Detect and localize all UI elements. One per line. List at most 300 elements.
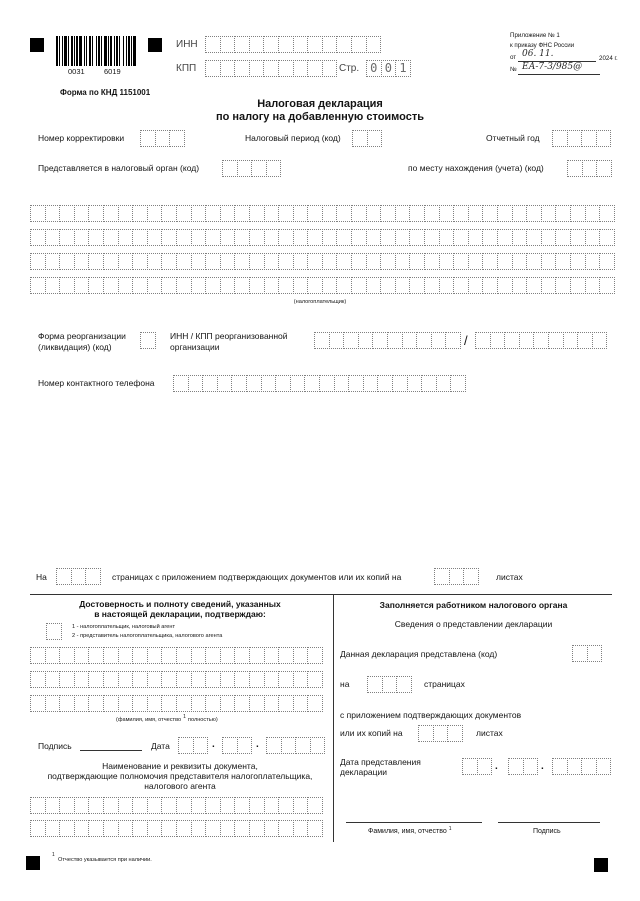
input-cell[interactable] <box>508 758 524 775</box>
input-cell[interactable] <box>88 820 104 837</box>
input-cell[interactable] <box>261 375 277 392</box>
input-cell[interactable] <box>220 695 236 712</box>
input-cell[interactable] <box>205 671 221 688</box>
input-cell[interactable] <box>307 277 323 294</box>
input-cell[interactable] <box>512 253 528 270</box>
input-cell[interactable] <box>59 671 75 688</box>
input-cell[interactable] <box>234 60 250 77</box>
input-cell[interactable] <box>118 229 134 246</box>
input-cell[interactable] <box>251 160 267 177</box>
input-cell[interactable] <box>205 797 221 814</box>
input-cell[interactable] <box>351 253 367 270</box>
input-cell[interactable] <box>482 205 498 222</box>
input-cell[interactable] <box>581 758 597 775</box>
input-cell[interactable] <box>132 820 148 837</box>
input-cell[interactable] <box>30 253 46 270</box>
submission-day-input[interactable] <box>462 758 492 775</box>
input-cell[interactable] <box>176 229 192 246</box>
input-cell[interactable] <box>307 647 323 664</box>
input-cell[interactable] <box>234 695 250 712</box>
input-cell[interactable] <box>293 797 309 814</box>
input-cell[interactable] <box>264 229 280 246</box>
input-cell[interactable] <box>409 205 425 222</box>
input-cell[interactable] <box>567 130 583 147</box>
submission-year-input[interactable] <box>552 758 611 775</box>
input-cell[interactable] <box>249 647 265 664</box>
input-cell[interactable] <box>380 205 396 222</box>
input-cell[interactable] <box>570 253 586 270</box>
input-cell[interactable] <box>307 820 323 837</box>
input-cell[interactable] <box>322 277 338 294</box>
input-cell[interactable] <box>30 671 46 688</box>
input-cell[interactable] <box>176 205 192 222</box>
input-cell[interactable] <box>202 375 218 392</box>
input-cell[interactable] <box>439 229 455 246</box>
input-cell[interactable] <box>46 623 62 640</box>
input-cell[interactable] <box>147 820 163 837</box>
input-cell[interactable] <box>161 820 177 837</box>
input-cell[interactable] <box>533 332 549 349</box>
input-cell[interactable] <box>220 253 236 270</box>
input-cell[interactable] <box>88 277 104 294</box>
input-cell[interactable] <box>372 332 388 349</box>
input-cell[interactable] <box>59 797 75 814</box>
input-cell[interactable] <box>220 229 236 246</box>
input-cell[interactable] <box>351 36 367 53</box>
input-cell[interactable] <box>585 229 601 246</box>
input-cell[interactable] <box>336 205 352 222</box>
input-cell[interactable] <box>363 375 379 392</box>
sheet-count-input[interactable] <box>434 568 479 585</box>
input-cell[interactable] <box>234 229 250 246</box>
input-cell[interactable] <box>599 205 615 222</box>
input-cell[interactable] <box>178 737 194 754</box>
submitted-code-input[interactable] <box>572 645 602 662</box>
input-cell[interactable] <box>497 277 513 294</box>
input-cell[interactable] <box>30 820 46 837</box>
input-cell[interactable] <box>599 253 615 270</box>
input-cell[interactable] <box>191 797 207 814</box>
input-cell[interactable] <box>161 277 177 294</box>
input-cell[interactable] <box>433 725 449 742</box>
input-cell[interactable] <box>278 797 294 814</box>
input-cell[interactable] <box>352 130 368 147</box>
input-cell[interactable] <box>445 332 461 349</box>
input-cell[interactable] <box>293 36 309 53</box>
input-cell[interactable] <box>582 160 598 177</box>
input-cell[interactable] <box>88 253 104 270</box>
input-cell[interactable] <box>249 36 265 53</box>
input-cell[interactable] <box>234 36 250 53</box>
input-cell[interactable] <box>217 375 233 392</box>
input-cell[interactable] <box>424 205 440 222</box>
input-cell[interactable] <box>45 253 61 270</box>
input-cell[interactable] <box>191 647 207 664</box>
input-cell[interactable] <box>570 229 586 246</box>
input-cell[interactable] <box>434 568 450 585</box>
input-cell[interactable] <box>246 375 262 392</box>
input-cell[interactable] <box>74 820 90 837</box>
input-cell[interactable] <box>191 205 207 222</box>
input-cell[interactable] <box>132 695 148 712</box>
input-cell[interactable] <box>482 277 498 294</box>
input-cell[interactable] <box>118 253 134 270</box>
input-cell[interactable] <box>293 820 309 837</box>
input-cell[interactable] <box>351 277 367 294</box>
input-cell[interactable] <box>322 60 338 77</box>
input-cell[interactable] <box>176 277 192 294</box>
input-cell[interactable] <box>541 205 557 222</box>
input-cell[interactable] <box>293 205 309 222</box>
input-cell[interactable] <box>264 797 280 814</box>
input-cell[interactable] <box>358 332 374 349</box>
input-cell[interactable] <box>147 277 163 294</box>
input-cell[interactable] <box>161 229 177 246</box>
input-cell[interactable] <box>74 253 90 270</box>
input-cell[interactable] <box>512 277 528 294</box>
input-cell[interactable] <box>596 130 612 147</box>
input-cell[interactable] <box>281 737 297 754</box>
input-cell[interactable] <box>74 277 90 294</box>
input-cell[interactable] <box>322 229 338 246</box>
input-cell[interactable] <box>293 671 309 688</box>
input-cell[interactable] <box>45 695 61 712</box>
input-cell[interactable] <box>468 205 484 222</box>
authority-doc-row[interactable] <box>30 797 323 814</box>
input-cell[interactable] <box>237 160 253 177</box>
input-cell[interactable] <box>293 60 309 77</box>
input-cell[interactable] <box>314 332 330 349</box>
location-code-input[interactable] <box>567 160 612 177</box>
input-cell[interactable] <box>462 758 478 775</box>
input-cell[interactable] <box>222 737 238 754</box>
input-cell[interactable] <box>418 725 434 742</box>
input-cell[interactable] <box>59 647 75 664</box>
input-cell[interactable] <box>231 375 247 392</box>
input-cell[interactable] <box>402 332 418 349</box>
kpp-input[interactable] <box>205 60 337 77</box>
input-cell[interactable] <box>585 205 601 222</box>
input-cell[interactable] <box>161 695 177 712</box>
input-cell[interactable] <box>161 647 177 664</box>
input-cell[interactable] <box>205 695 221 712</box>
signer-name-row[interactable] <box>30 647 323 664</box>
input-cell[interactable] <box>88 695 104 712</box>
input-cell[interactable] <box>367 130 383 147</box>
input-cell[interactable] <box>555 205 571 222</box>
input-cell[interactable] <box>169 130 185 147</box>
input-cell[interactable] <box>555 277 571 294</box>
input-cell[interactable] <box>237 737 253 754</box>
input-cell[interactable] <box>103 229 119 246</box>
input-cell[interactable] <box>147 253 163 270</box>
input-cell[interactable] <box>132 797 148 814</box>
input-cell[interactable] <box>278 60 294 77</box>
input-cell[interactable] <box>367 676 383 693</box>
input-cell[interactable] <box>191 820 207 837</box>
input-cell[interactable] <box>395 277 411 294</box>
input-cell[interactable] <box>563 332 579 349</box>
input-cell[interactable] <box>395 229 411 246</box>
input-cell[interactable] <box>118 277 134 294</box>
input-cell[interactable] <box>264 253 280 270</box>
input-cell[interactable] <box>30 277 46 294</box>
input-cell[interactable] <box>103 253 119 270</box>
input-cell[interactable] <box>249 820 265 837</box>
input-cell[interactable] <box>366 36 382 53</box>
input-cell[interactable] <box>249 277 265 294</box>
input-cell[interactable] <box>497 229 513 246</box>
input-cell[interactable] <box>523 758 539 775</box>
input-cell[interactable] <box>343 332 359 349</box>
input-cell[interactable] <box>387 332 403 349</box>
input-cell[interactable] <box>439 253 455 270</box>
input-cell[interactable] <box>567 758 583 775</box>
input-cell[interactable] <box>118 797 134 814</box>
input-cell[interactable] <box>366 253 382 270</box>
input-cell[interactable] <box>191 229 207 246</box>
input-cell[interactable] <box>132 253 148 270</box>
input-cell[interactable] <box>147 647 163 664</box>
input-cell[interactable] <box>526 253 542 270</box>
input-cell[interactable] <box>45 671 61 688</box>
input-cell[interactable] <box>453 205 469 222</box>
input-cell[interactable] <box>74 797 90 814</box>
input-cell[interactable] <box>395 205 411 222</box>
input-cell[interactable] <box>380 229 396 246</box>
input-cell[interactable] <box>176 820 192 837</box>
office-page-count-input[interactable] <box>367 676 412 693</box>
input-cell[interactable] <box>322 205 338 222</box>
input-cell[interactable] <box>293 695 309 712</box>
input-cell[interactable] <box>30 695 46 712</box>
input-cell[interactable] <box>468 229 484 246</box>
input-cell[interactable] <box>592 332 608 349</box>
input-cell[interactable] <box>278 253 294 270</box>
input-cell[interactable] <box>191 277 207 294</box>
tax-authority-input[interactable] <box>222 160 281 177</box>
input-cell[interactable] <box>322 36 338 53</box>
input-cell[interactable] <box>409 253 425 270</box>
input-cell[interactable] <box>103 695 119 712</box>
input-cell[interactable] <box>59 695 75 712</box>
input-cell[interactable] <box>264 277 280 294</box>
input-cell[interactable] <box>587 645 603 662</box>
input-cell[interactable] <box>132 647 148 664</box>
input-cell[interactable] <box>140 130 156 147</box>
page-digit-cell[interactable]: 1 <box>395 60 411 77</box>
input-cell[interactable] <box>30 647 46 664</box>
input-cell[interactable] <box>319 375 335 392</box>
input-cell[interactable] <box>249 253 265 270</box>
input-cell[interactable] <box>336 253 352 270</box>
input-cell[interactable] <box>103 647 119 664</box>
input-cell[interactable] <box>351 205 367 222</box>
input-cell[interactable] <box>45 820 61 837</box>
input-cell[interactable] <box>567 160 583 177</box>
tax-period-input[interactable] <box>352 130 382 147</box>
input-cell[interactable] <box>234 820 250 837</box>
input-cell[interactable] <box>59 277 75 294</box>
input-cell[interactable] <box>249 695 265 712</box>
input-cell[interactable] <box>74 205 90 222</box>
input-cell[interactable] <box>191 671 207 688</box>
input-cell[interactable] <box>188 375 204 392</box>
input-cell[interactable] <box>220 277 236 294</box>
signer-name-row[interactable] <box>30 695 323 712</box>
input-cell[interactable] <box>599 229 615 246</box>
input-cell[interactable] <box>307 229 323 246</box>
input-cell[interactable] <box>552 758 568 775</box>
input-cell[interactable] <box>85 568 101 585</box>
input-cell[interactable] <box>334 375 350 392</box>
input-cell[interactable] <box>147 797 163 814</box>
input-cell[interactable] <box>30 229 46 246</box>
input-cell[interactable] <box>132 229 148 246</box>
taxpayer-name-row[interactable] <box>30 253 615 270</box>
input-cell[interactable] <box>351 229 367 246</box>
input-cell[interactable] <box>30 797 46 814</box>
input-cell[interactable] <box>275 375 291 392</box>
input-cell[interactable] <box>447 725 463 742</box>
input-cell[interactable] <box>278 205 294 222</box>
input-cell[interactable] <box>205 229 221 246</box>
input-cell[interactable] <box>552 130 568 147</box>
input-cell[interactable] <box>450 375 466 392</box>
submission-month-input[interactable] <box>508 758 538 775</box>
input-cell[interactable] <box>307 36 323 53</box>
input-cell[interactable] <box>596 160 612 177</box>
input-cell[interactable] <box>161 797 177 814</box>
input-cell[interactable] <box>222 160 238 177</box>
input-cell[interactable] <box>548 332 564 349</box>
phone-input[interactable] <box>173 375 466 392</box>
signature-line[interactable] <box>80 750 142 751</box>
input-cell[interactable] <box>475 332 491 349</box>
input-cell[interactable] <box>439 277 455 294</box>
input-cell[interactable] <box>453 229 469 246</box>
input-cell[interactable] <box>59 205 75 222</box>
input-cell[interactable] <box>409 277 425 294</box>
input-cell[interactable] <box>293 229 309 246</box>
input-cell[interactable] <box>307 60 323 77</box>
input-cell[interactable] <box>161 253 177 270</box>
input-cell[interactable] <box>30 205 46 222</box>
input-cell[interactable] <box>234 671 250 688</box>
input-cell[interactable] <box>504 332 520 349</box>
input-cell[interactable] <box>416 332 432 349</box>
input-cell[interactable] <box>380 253 396 270</box>
input-cell[interactable] <box>205 647 221 664</box>
input-cell[interactable] <box>424 229 440 246</box>
officer-name-line[interactable] <box>346 822 482 823</box>
input-cell[interactable] <box>266 160 282 177</box>
input-cell[interactable] <box>599 277 615 294</box>
taxpayer-name-row[interactable] <box>30 229 615 246</box>
input-cell[interactable] <box>88 671 104 688</box>
input-cell[interactable] <box>278 229 294 246</box>
input-cell[interactable] <box>264 695 280 712</box>
reorg-kpp-input[interactable] <box>475 332 607 349</box>
input-cell[interactable] <box>555 253 571 270</box>
input-cell[interactable] <box>173 375 189 392</box>
correction-number-input[interactable] <box>140 130 185 147</box>
input-cell[interactable] <box>88 647 104 664</box>
input-cell[interactable] <box>74 647 90 664</box>
input-cell[interactable] <box>348 375 364 392</box>
input-cell[interactable] <box>220 797 236 814</box>
reorg-inn-input[interactable] <box>314 332 461 349</box>
input-cell[interactable] <box>234 797 250 814</box>
reorg-form-input[interactable] <box>140 332 156 349</box>
input-cell[interactable] <box>541 253 557 270</box>
input-cell[interactable] <box>161 205 177 222</box>
input-cell[interactable] <box>278 647 294 664</box>
input-cell[interactable] <box>577 332 593 349</box>
date-year-input[interactable] <box>266 737 325 754</box>
input-cell[interactable] <box>74 695 90 712</box>
input-cell[interactable] <box>482 229 498 246</box>
input-cell[interactable] <box>526 277 542 294</box>
input-cell[interactable] <box>118 671 134 688</box>
input-cell[interactable] <box>439 205 455 222</box>
input-cell[interactable] <box>205 253 221 270</box>
input-cell[interactable] <box>409 229 425 246</box>
input-cell[interactable] <box>264 820 280 837</box>
input-cell[interactable] <box>191 253 207 270</box>
date-day-input[interactable] <box>178 737 208 754</box>
office-sheet-count-input[interactable] <box>418 725 463 742</box>
input-cell[interactable] <box>555 229 571 246</box>
input-cell[interactable] <box>234 277 250 294</box>
input-cell[interactable] <box>395 253 411 270</box>
input-cell[interactable] <box>103 671 119 688</box>
input-cell[interactable] <box>220 820 236 837</box>
input-cell[interactable] <box>380 277 396 294</box>
input-cell[interactable] <box>497 205 513 222</box>
input-cell[interactable] <box>264 671 280 688</box>
input-cell[interactable] <box>45 797 61 814</box>
input-cell[interactable] <box>74 229 90 246</box>
input-cell[interactable] <box>436 375 452 392</box>
input-cell[interactable] <box>293 277 309 294</box>
input-cell[interactable] <box>382 676 398 693</box>
input-cell[interactable] <box>118 695 134 712</box>
input-cell[interactable] <box>132 205 148 222</box>
input-cell[interactable] <box>581 130 597 147</box>
input-cell[interactable] <box>191 695 207 712</box>
input-cell[interactable] <box>278 36 294 53</box>
input-cell[interactable] <box>307 695 323 712</box>
input-cell[interactable] <box>482 253 498 270</box>
input-cell[interactable] <box>220 205 236 222</box>
input-cell[interactable] <box>74 671 90 688</box>
input-cell[interactable] <box>71 568 87 585</box>
input-cell[interactable] <box>176 671 192 688</box>
input-cell[interactable] <box>290 375 306 392</box>
input-cell[interactable] <box>366 229 382 246</box>
input-cell[interactable] <box>463 568 479 585</box>
input-cell[interactable] <box>147 695 163 712</box>
input-cell[interactable] <box>132 277 148 294</box>
input-cell[interactable] <box>176 647 192 664</box>
input-cell[interactable] <box>45 647 61 664</box>
input-cell[interactable] <box>512 205 528 222</box>
input-cell[interactable] <box>205 36 221 53</box>
input-cell[interactable] <box>234 253 250 270</box>
input-cell[interactable] <box>278 277 294 294</box>
input-cell[interactable] <box>249 205 265 222</box>
